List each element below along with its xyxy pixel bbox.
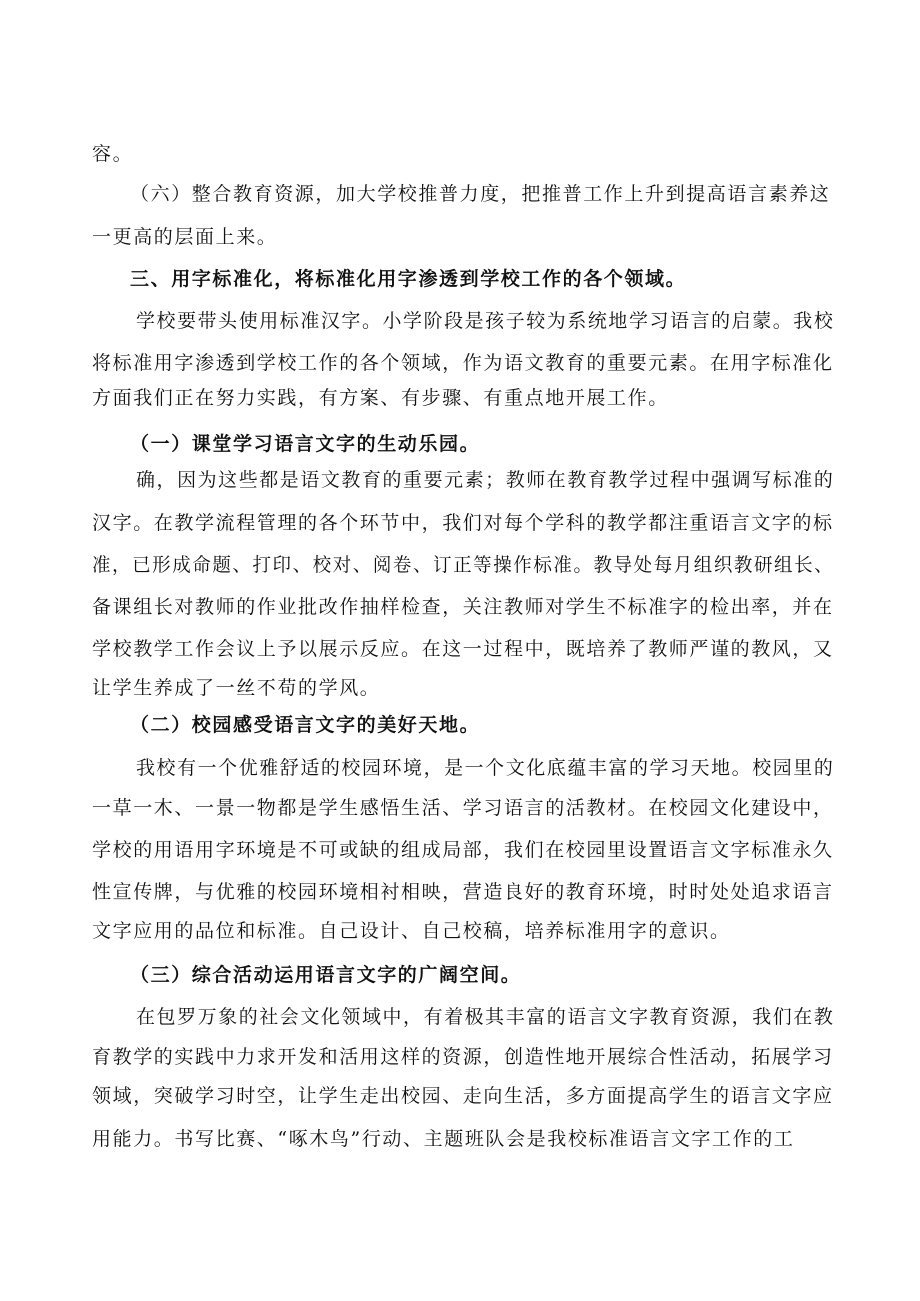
paragraph-line: 学校要带头使用标准汉字。小学阶段是孩子较为系统地学习语言的启蒙。我校 <box>136 310 835 332</box>
paragraph-line: 性宣传牌，与优雅的校园环境相衬相映，营造良好的教育环境，时时处处追求语言 <box>92 881 834 903</box>
paragraph-line: 一草一木、一景一物都是学生感悟生活、学习语言的活教材。在校园文化建设中， <box>92 797 834 819</box>
subheading-one: （一）课堂学习语言文字的生动乐园。 <box>130 433 481 455</box>
paragraph-line: 学校的用语用字环境是不可或缺的组成局部，我们在校园里设置语言文字标准永久 <box>92 839 834 861</box>
section-six-line-2: 一更高的层面上来。 <box>92 226 278 248</box>
paragraph-line: 让学生养成了一丝不苟的学风。 <box>92 677 381 699</box>
subheading-two: （二）校园感受语言文字的美好天地。 <box>130 714 481 736</box>
paragraph-line: 用能力。书写比赛、“啄木鸟”行动、主题班队会是我校标准语言文字工作的工 <box>92 1128 795 1150</box>
paragraph-continuation-line: 容。 <box>92 143 134 165</box>
subheading-three: （三）综合活动运用语言文字的广阔空间。 <box>130 964 522 986</box>
paragraph-line: 将标准用字渗透到学校工作的各个领域，作为语文教育的重要元素。在用字标准化 <box>92 352 834 374</box>
heading-three: 三、用字标准化，将标准化用字渗透到学校工作的各个领域。 <box>130 268 687 290</box>
paragraph-line: 在包罗万象的社会文化领域中，有着极其丰富的语言文字教育资源，我们在教 <box>136 1006 835 1028</box>
paragraph-line: 文字应用的品位和标准。自己设计、自己校稿，培养标准用字的意识。 <box>92 920 731 942</box>
paragraph-line: 准，已形成命题、打印、校对、阅卷、订正等操作标准。教导处每月组织教研组长、 <box>92 554 835 576</box>
paragraph-line: 我校有一个优雅舒适的校园环境，是一个文化底蕴丰富的学习天地。校园里的 <box>136 757 835 779</box>
paragraph-line: 汉字。在教学流程管理的各个环节中，我们对每个学科的教学都注重语言文字的标 <box>92 512 834 534</box>
paragraph-line: 领域，突破学习时空，让学生走出校园、走向生活，多方面提高学生的语言文字应 <box>92 1085 834 1107</box>
paragraph-line: 确，因为这些都是语文教育的重要元素；教师在教育教学过程中强调写标准的 <box>136 469 835 491</box>
paragraph-line: 学校教学工作会议上予以展示反应。在这一过程中，既培养了教师严谨的教风，又 <box>92 638 834 660</box>
paragraph-line: 备课组长对教师的作业批改作抽样检查，关注教师对学生不标准字的检出率，并在 <box>92 596 834 618</box>
section-six-line-1: （六）整合教育资源，加大学校推普力度，把推普工作上升到提高语言素养这 <box>130 183 831 205</box>
paragraph-line: 方面我们正在努力实践，有方案、有步骤、有重点地开展工作。 <box>92 387 669 409</box>
paragraph-line: 育教学的实践中力求开发和活用这样的资源，创造性地开展综合性活动，拓展学习 <box>92 1046 834 1068</box>
